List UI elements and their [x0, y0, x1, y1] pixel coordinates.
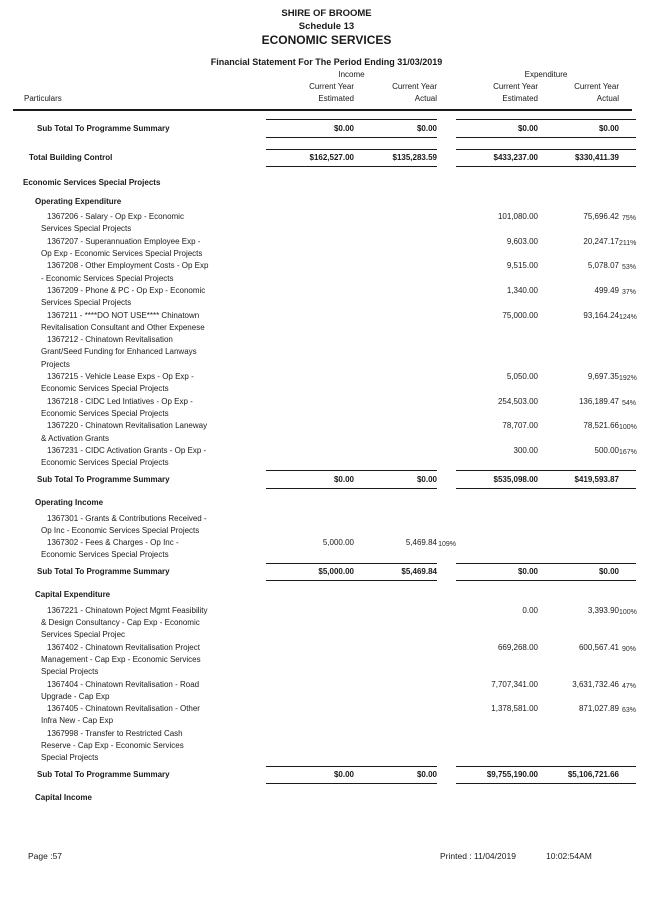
- account-name: 1367207 - Superannuation Employee Exp - Op Exp - Economic Services Special Projects: [41, 236, 203, 259]
- summary-row: [0, 563, 653, 582]
- income-estimated-value: [266, 211, 354, 236]
- income-percent: [437, 371, 456, 396]
- expenditure-percent: 53%: [621, 264, 636, 272]
- account-row: [0, 334, 653, 371]
- column-headers: [0, 69, 653, 105]
- income-estimated-subtotal: $0.00: [333, 474, 354, 484]
- expenditure-estimated-value: 7,707,341.00: [491, 679, 538, 689]
- summary-row: [0, 470, 653, 489]
- col-header-line2: Actual: [414, 94, 437, 103]
- expenditure-estimated-value: 9,515.00: [506, 261, 538, 271]
- income-percent: [437, 334, 456, 371]
- income-estimated-subtotal: $0.00: [333, 123, 354, 133]
- summary-label: Total Building Control: [29, 153, 113, 163]
- expenditure-actual-value: [538, 513, 619, 538]
- income-actual-value: [354, 260, 437, 285]
- account-row: [0, 513, 653, 538]
- expenditure-estimated-subtotal: $0.00: [517, 567, 538, 577]
- income-percent: [437, 420, 456, 445]
- income-percent: [437, 310, 456, 335]
- account-row: [0, 371, 653, 396]
- expenditure-percent: [619, 537, 636, 562]
- income-subtotal-pair: [266, 563, 437, 582]
- col-header-line1: Current Year: [392, 82, 437, 91]
- income-actual-value: [354, 334, 437, 371]
- section-heading: Economic Services Special Projects: [23, 178, 161, 187]
- schedule-label: Schedule 13: [298, 21, 355, 32]
- expenditure-subtotal-pair: [456, 119, 636, 138]
- account-name: 1367302 - Fees & Charges - Op Inc - Economic Services Special Projects: [41, 538, 179, 560]
- income-estimated-value: [266, 420, 354, 445]
- col-header-line1: Current Year: [309, 82, 354, 91]
- expenditure-estimated-subtotal: $535,098.00: [493, 474, 538, 484]
- summary-row: [0, 119, 653, 138]
- col-header-income-estimated: [266, 81, 354, 105]
- account-row: [0, 236, 653, 261]
- account-row: [0, 420, 653, 445]
- account-row: [0, 703, 653, 728]
- account-name: 1367998 - Transfer to Restricted Cash Reserve - Cap Exp - Economic Services Special Projects: [41, 728, 184, 763]
- account-name: 1367215 - Vehicle Lease Exps - Op Exp - Economic Services Special Projects: [41, 372, 194, 394]
- expenditure-estimated-value: 101,080.00: [497, 212, 538, 222]
- subsection-heading: Operating Income: [35, 497, 104, 507]
- expenditure-estimated-subtotal: $0.00: [517, 123, 538, 133]
- summary-row: [0, 766, 653, 785]
- income-estimated-subtotal: $5,000.00: [318, 567, 354, 577]
- expenditure-estimated-value: 669,268.00: [497, 642, 538, 652]
- report-title: ECONOMIC SERVICES: [261, 33, 392, 47]
- summary-label: Sub Total To Programme Summary: [37, 567, 170, 577]
- income-actual-subtotal: $0.00: [416, 770, 437, 780]
- income-actual-value: [354, 513, 437, 538]
- income-estimated-value: [266, 728, 354, 765]
- accounts-list: [0, 605, 653, 765]
- account-name: 1367402 - Chinatown Revitalisation Project Management - Cap Exp - Economic Services Special Projects: [41, 642, 201, 677]
- summary-row: [0, 149, 653, 168]
- income-actual-subtotal: $0.00: [416, 123, 437, 133]
- income-actual-subtotal: $0.00: [416, 474, 437, 484]
- accounts-list: [0, 211, 653, 469]
- expenditure-estimated-value: [456, 334, 538, 371]
- printed-date: Printed : 11/04/2019: [440, 851, 516, 861]
- expenditure-estimated-value: 78,707.00: [502, 421, 538, 431]
- income-estimated-value: [266, 642, 354, 679]
- account-name: 1367404 - Chinatown Revitalisation - Road Upgrade - Cap Exp: [41, 679, 200, 701]
- expenditure-actual-value: 3,631,732.46: [572, 679, 619, 689]
- income-percent: [437, 236, 456, 261]
- expenditure-actual-value: 3,393.90: [587, 605, 619, 615]
- account-row: [0, 605, 653, 642]
- expenditure-percent: 211%: [619, 239, 637, 247]
- expenditure-actual-value: 93,164.24: [583, 310, 619, 320]
- expenditure-estimated-value: 254,503.00: [497, 396, 538, 406]
- income-actual-value: [354, 236, 437, 261]
- income-actual-value: [354, 728, 437, 765]
- account-name: 1367231 - CIDC Activation Grants - Op Exp - Economic Services Special Projects: [41, 445, 207, 468]
- expenditure-estimated-subtotal: $433,237.00: [493, 153, 538, 162]
- col-header-income-actual: [354, 81, 437, 105]
- page-footer: [0, 851, 653, 865]
- income-estimated-value: 5,000.00: [322, 538, 354, 548]
- expenditure-actual-value: 136,189.47: [578, 396, 619, 406]
- income-actual-value: [354, 310, 437, 335]
- document-header: [0, 0, 653, 68]
- income-percent: [437, 679, 456, 704]
- income-actual-value: [354, 371, 437, 396]
- income-subtotal-pair: [266, 119, 437, 138]
- col-header-expenditure-actual: [538, 81, 619, 105]
- income-percent: 109%: [438, 541, 456, 549]
- income-percent: [437, 605, 456, 642]
- organisation-name: SHIRE OF BROOME: [281, 8, 372, 19]
- expenditure-actual-value: 75,696.42: [583, 212, 619, 222]
- expenditure-actual-subtotal: $419,593.87: [574, 474, 619, 484]
- income-subtotal-pair: [266, 470, 437, 489]
- account-name: 1367220 - Chinatown Revitalisation Laneway & Activation Grants: [41, 421, 208, 443]
- expenditure-estimated-value: 300.00: [513, 445, 538, 455]
- income-estimated-value: [266, 445, 354, 470]
- expenditure-percent: 100%: [619, 608, 637, 616]
- expenditure-actual-subtotal: $330,411.39: [574, 153, 619, 162]
- subsection-heading: Capital Expenditure: [35, 590, 111, 600]
- account-row: [0, 396, 653, 421]
- income-percent: [437, 445, 456, 470]
- expenditure-actual-value: 871,027.89: [578, 704, 619, 714]
- income-estimated-value: [266, 605, 354, 642]
- summary-label: Sub Total To Programme Summary: [37, 475, 170, 485]
- income-estimated-value: [266, 310, 354, 335]
- account-row: [0, 728, 653, 765]
- income-estimated-value: [266, 285, 354, 310]
- income-percent: [437, 728, 456, 765]
- income-actual-subtotal: $5,469.84: [401, 567, 437, 577]
- summary-label: Sub Total To Programme Summary: [37, 123, 170, 133]
- expenditure-percent: 75%: [621, 215, 636, 223]
- expenditure-percent: 167%: [619, 448, 637, 456]
- expenditure-percent: [619, 334, 636, 371]
- expenditure-estimated-value: [456, 728, 538, 765]
- expenditure-percent: 63%: [621, 707, 636, 715]
- report-body: [0, 119, 653, 805]
- expenditure-estimated-value: 9,603.00: [506, 236, 538, 246]
- income-actual-value: [354, 703, 437, 728]
- expenditure-actual-value: 5,078.07: [587, 261, 619, 271]
- expenditure-actual-subtotal: $0.00: [598, 567, 619, 577]
- expenditure-estimated-value: 0.00: [522, 605, 538, 615]
- expenditure-percent: 90%: [621, 645, 636, 653]
- income-percent: [437, 285, 456, 310]
- income-estimated-value: [266, 260, 354, 285]
- expenditure-actual-value: 20,247.17: [583, 236, 619, 246]
- income-estimated-value: [266, 396, 354, 421]
- income-actual-value: [354, 396, 437, 421]
- expenditure-estimated-value: 1,340.00: [506, 285, 538, 295]
- expenditure-estimated-value: [456, 537, 538, 562]
- account-row: [0, 310, 653, 335]
- income-percent: [437, 211, 456, 236]
- income-percent: [437, 642, 456, 679]
- income-actual-value: [354, 642, 437, 679]
- expenditure-actual-value: 499.49: [594, 285, 619, 295]
- income-actual-value: [354, 679, 437, 704]
- col-header-line2: Estimated: [502, 94, 538, 103]
- expenditure-subtotal-pair: [456, 563, 636, 582]
- income-percent: [437, 513, 456, 538]
- expenditure-subtotal-pair: [456, 766, 636, 785]
- expenditure-estimated-subtotal: $9,755,190.00: [486, 770, 538, 780]
- account-name: 1367209 - Phone & PC - Op Exp - Economic Services Special Projects: [41, 285, 206, 308]
- account-name: 1367405 - Chinatown Revitalisation - Other Infra New - Cap Exp: [41, 704, 200, 726]
- expenditure-estimated-value: 1,378,581.00: [491, 704, 538, 714]
- account-row: [0, 642, 653, 679]
- account-row: [0, 211, 653, 236]
- expenditure-actual-subtotal: $0.00: [598, 123, 619, 133]
- accounts-list: [0, 513, 653, 562]
- account-name: 1367212 - Chinatown Revitalisation Grant/Seed Funding for Enhanced Lanways Projects: [41, 335, 197, 369]
- expenditure-percent: 54%: [621, 399, 636, 407]
- expenditure-actual-value: 9,697.35: [587, 372, 619, 382]
- account-name: 1367218 - CIDC Led Intiatives - Op Exp - Economic Services Special Projects: [41, 396, 193, 418]
- expenditure-actual-value: 78,521.66: [583, 421, 619, 431]
- expenditure-percent: [619, 513, 636, 538]
- expenditure-actual-value: 500.00: [594, 445, 619, 455]
- page-number: Page :57: [28, 851, 63, 861]
- income-actual-value: [354, 285, 437, 310]
- income-percent: [437, 260, 456, 285]
- col-group-expenditure: Expenditure: [524, 70, 568, 79]
- income-actual-value: [354, 420, 437, 445]
- income-percent: [437, 703, 456, 728]
- income-actual-value: 5,469.84: [405, 538, 437, 548]
- income-estimated-value: [266, 679, 354, 704]
- subsection-heading: Operating Expenditure: [35, 196, 122, 206]
- report-subtitle: Financial Statement For The Period Ending 31/03/2019: [210, 57, 443, 67]
- col-header-expenditure-estimated: [456, 81, 538, 105]
- col-group-income: Income: [338, 70, 365, 79]
- account-name: 1367301 - Grants & Contributions Received - Op Inc - Economic Services Special Projects: [41, 513, 207, 535]
- income-actual-value: [354, 211, 437, 236]
- expenditure-subtotal-pair: [456, 149, 636, 168]
- income-estimated-value: [266, 334, 354, 371]
- expenditure-percent: 47%: [621, 682, 636, 690]
- expenditure-percent: 124%: [619, 313, 637, 321]
- col-header-line2: Estimated: [318, 94, 354, 103]
- col-header-line1: Current Year: [574, 82, 619, 91]
- account-name: 1367221 - Chinatown Poject Mgmt Feasibility & Design Consultancy - Cap Exp - Economic Services Special Projec: [41, 605, 208, 640]
- expenditure-percent: 37%: [621, 288, 636, 296]
- printed-time: 10:02:54AM: [546, 851, 592, 861]
- income-estimated-value: [266, 236, 354, 261]
- expenditure-actual-subtotal: $5,106,721.66: [567, 770, 619, 780]
- expenditure-estimated-value: 75,000.00: [502, 310, 538, 320]
- expenditure-percent: 100%: [619, 424, 637, 432]
- account-row: [0, 260, 653, 285]
- expenditure-estimated-value: 5,050.00: [506, 372, 538, 382]
- income-estimated-subtotal: $162,527.00: [309, 153, 354, 162]
- income-subtotal-pair: [266, 149, 437, 168]
- header-rule: [13, 109, 632, 111]
- subsection-heading: Capital Income: [35, 793, 92, 803]
- income-actual-value: [354, 605, 437, 642]
- account-name: 1367206 - Salary - Op Exp - Economic Services Special Projects: [41, 212, 184, 234]
- income-estimated-value: [266, 703, 354, 728]
- expenditure-subtotal-pair: [456, 470, 636, 489]
- income-estimated-value: [266, 371, 354, 396]
- expenditure-actual-value: [538, 728, 619, 765]
- account-row: [0, 537, 653, 562]
- account-row: [0, 285, 653, 310]
- expenditure-actual-value: [538, 334, 619, 371]
- income-estimated-subtotal: $0.00: [333, 770, 354, 780]
- income-actual-subtotal: $135,283.59: [392, 153, 437, 162]
- summary-label: Sub Total To Programme Summary: [37, 770, 170, 780]
- col-header-line1: Current Year: [493, 82, 538, 91]
- expenditure-actual-value: [538, 537, 619, 562]
- expenditure-percent: [619, 728, 636, 765]
- expenditure-percent: 192%: [619, 375, 637, 383]
- income-actual-value: [354, 445, 437, 470]
- account-row: [0, 445, 653, 470]
- income-subtotal-pair: [266, 766, 437, 785]
- expenditure-estimated-value: [456, 513, 538, 538]
- account-name: 1367208 - Other Employment Costs - Op Exp - Economic Services Special Projects: [41, 261, 209, 283]
- income-percent: [437, 396, 456, 421]
- col-header-line2: Actual: [596, 94, 619, 103]
- account-row: [0, 679, 653, 704]
- col-header-particulars: Particulars: [24, 94, 62, 103]
- income-estimated-value: [266, 513, 354, 538]
- expenditure-actual-value: 600,567.41: [578, 642, 619, 652]
- account-name: 1367211 - ****DO NOT USE**** Chinatown Revitalisation Consultant and Other Expenese: [41, 310, 205, 332]
